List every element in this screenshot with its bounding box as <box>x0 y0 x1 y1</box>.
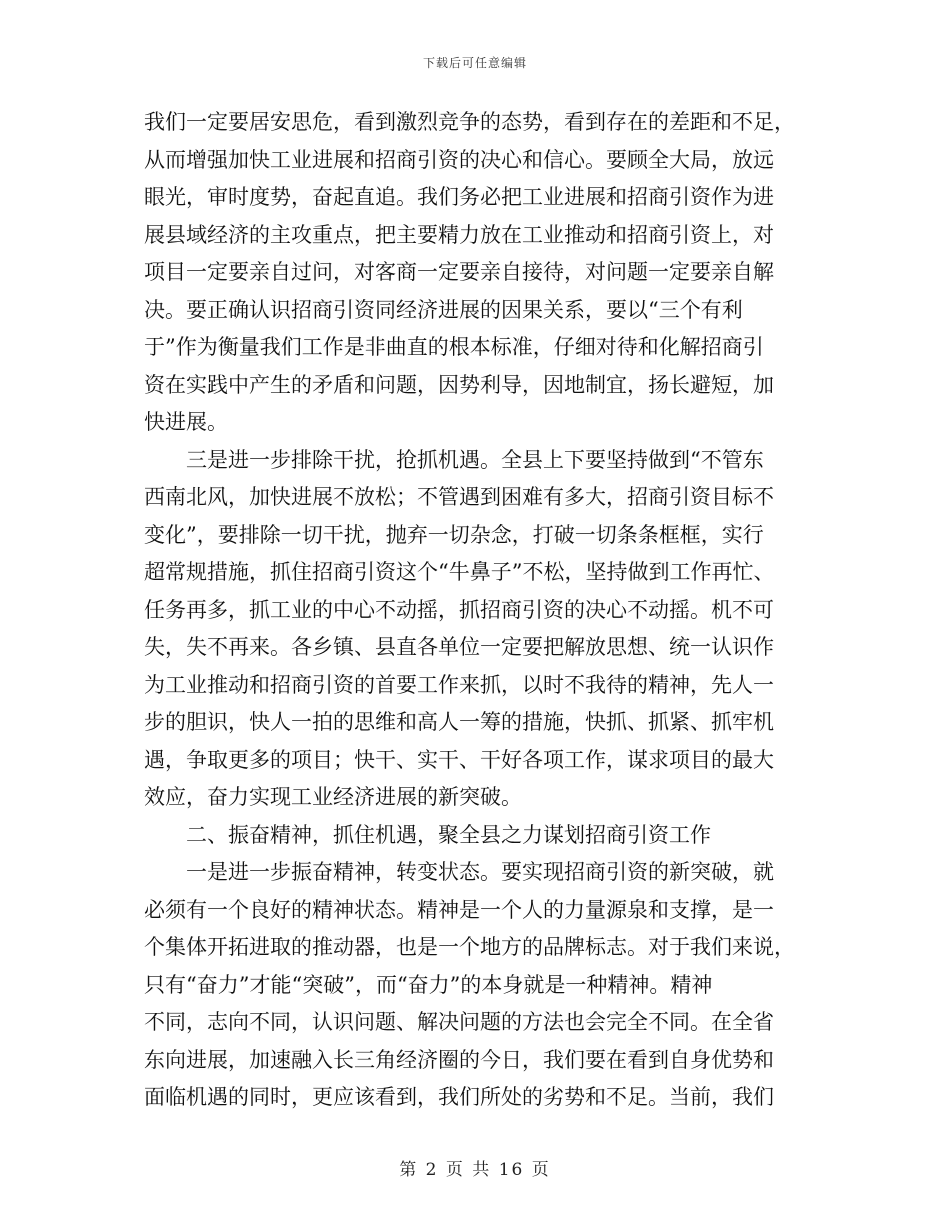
page-header: 下载后可任意编辑 <box>422 56 527 70</box>
text-line: 资在实践中产生的矛盾和问题，因势利导，因地制宜，扬长避短，加 <box>144 372 774 397</box>
text-line: 只有“奋力”才能“突破”，而“奋力”的本身就是一种精神。精神 <box>144 972 713 997</box>
text-line: 超常规措施，抓住招商引资这个“牛鼻子”不松，坚持做到工作再忙、 <box>144 560 775 584</box>
text-line: 必须有一个良好的精神状态。精神是一个人的力量源泉和支撑，是一 <box>144 897 774 922</box>
text-line: 展县域经济的主攻重点，把主要精力放在工业推动和招商引资上，对 <box>144 222 774 247</box>
text-line: 眼光，审时度势，奋起直追。我们务必把工业进展和招商引资作为进 <box>144 185 774 209</box>
text-line: 二、振奋精神，抓住机遇，聚全县之力谋划招商引资工作 <box>144 822 711 847</box>
text-line: 效应，奋力实现工业经济进展的新突破。 <box>144 785 522 809</box>
text-line: 快进展。 <box>144 410 228 434</box>
text-line: 西南北风，加快进展不放松；不管遇到困难有多大，招商引资目标不 <box>144 485 774 509</box>
text-line: 失，失不再来。各乡镇、县直各单位一定要把解放思想、统一认识作 <box>144 635 774 659</box>
text-line: 遇，争取更多的项目；快干、实干、干好各项工作，谋求项目的最大 <box>144 747 774 772</box>
text-line: 三是进一步排除干扰，抢抓机遇。全县上下要坚持做到“不管东 <box>144 447 764 472</box>
text-line: 东向进展，加速融入长三角经济圈的今日，我们要在看到自身优势和 <box>144 1047 774 1072</box>
text-line: 决。要正确认识招商引资同经济进展的因果关系，要以“三个有利 <box>144 297 743 322</box>
page-footer: 第 2 页 共 16 页 <box>399 1160 551 1180</box>
text-line: 一是进一步振奋精神，转变状态。要实现招商引资的新突破，就 <box>144 860 774 884</box>
text-line: 步的胆识，快人一拍的思维和高人一筹的措施，快抓、抓紧、抓牢机 <box>144 710 774 734</box>
text-line: 变化”，要排除一切干扰，抛弃一切杂念，打破一切条条框框，实行 <box>144 522 764 547</box>
text-line: 项目一定要亲自过问，对客商一定要亲自接待，对问题一定要亲自解 <box>144 260 774 284</box>
text-line: 面临机遇的同时，更应该看到，我们所处的劣势和不足。当前，我们 <box>144 1085 774 1109</box>
text-line: 任务再多，抓工业的中心不动摇，抓招商引资的决心不动摇。机不可 <box>144 597 774 622</box>
document-body <box>144 104 804 1117</box>
text-line: 个集体开拓进取的推动器，也是一个地方的品牌标志。对于我们来说， <box>144 935 795 959</box>
text-line: 我们一定要居安思危，看到激烈竞争的态势，看到存在的差距和不足， <box>144 110 795 134</box>
text-line: 为工业推动和招商引资的首要工作来抓，以时不我待的精神，先人一 <box>144 672 774 697</box>
text-line: 从而增强加快工业进展和招商引资的决心和信心。要顾全大局，放远 <box>144 147 774 172</box>
text-line: 于”作为衡量我们工作是非曲直的根本标准，仔细对待和化解招商引 <box>144 335 764 359</box>
text-line: 不同，志向不同，认识问题、解决问题的方法也会完全不同。在全省 <box>144 1010 774 1034</box>
